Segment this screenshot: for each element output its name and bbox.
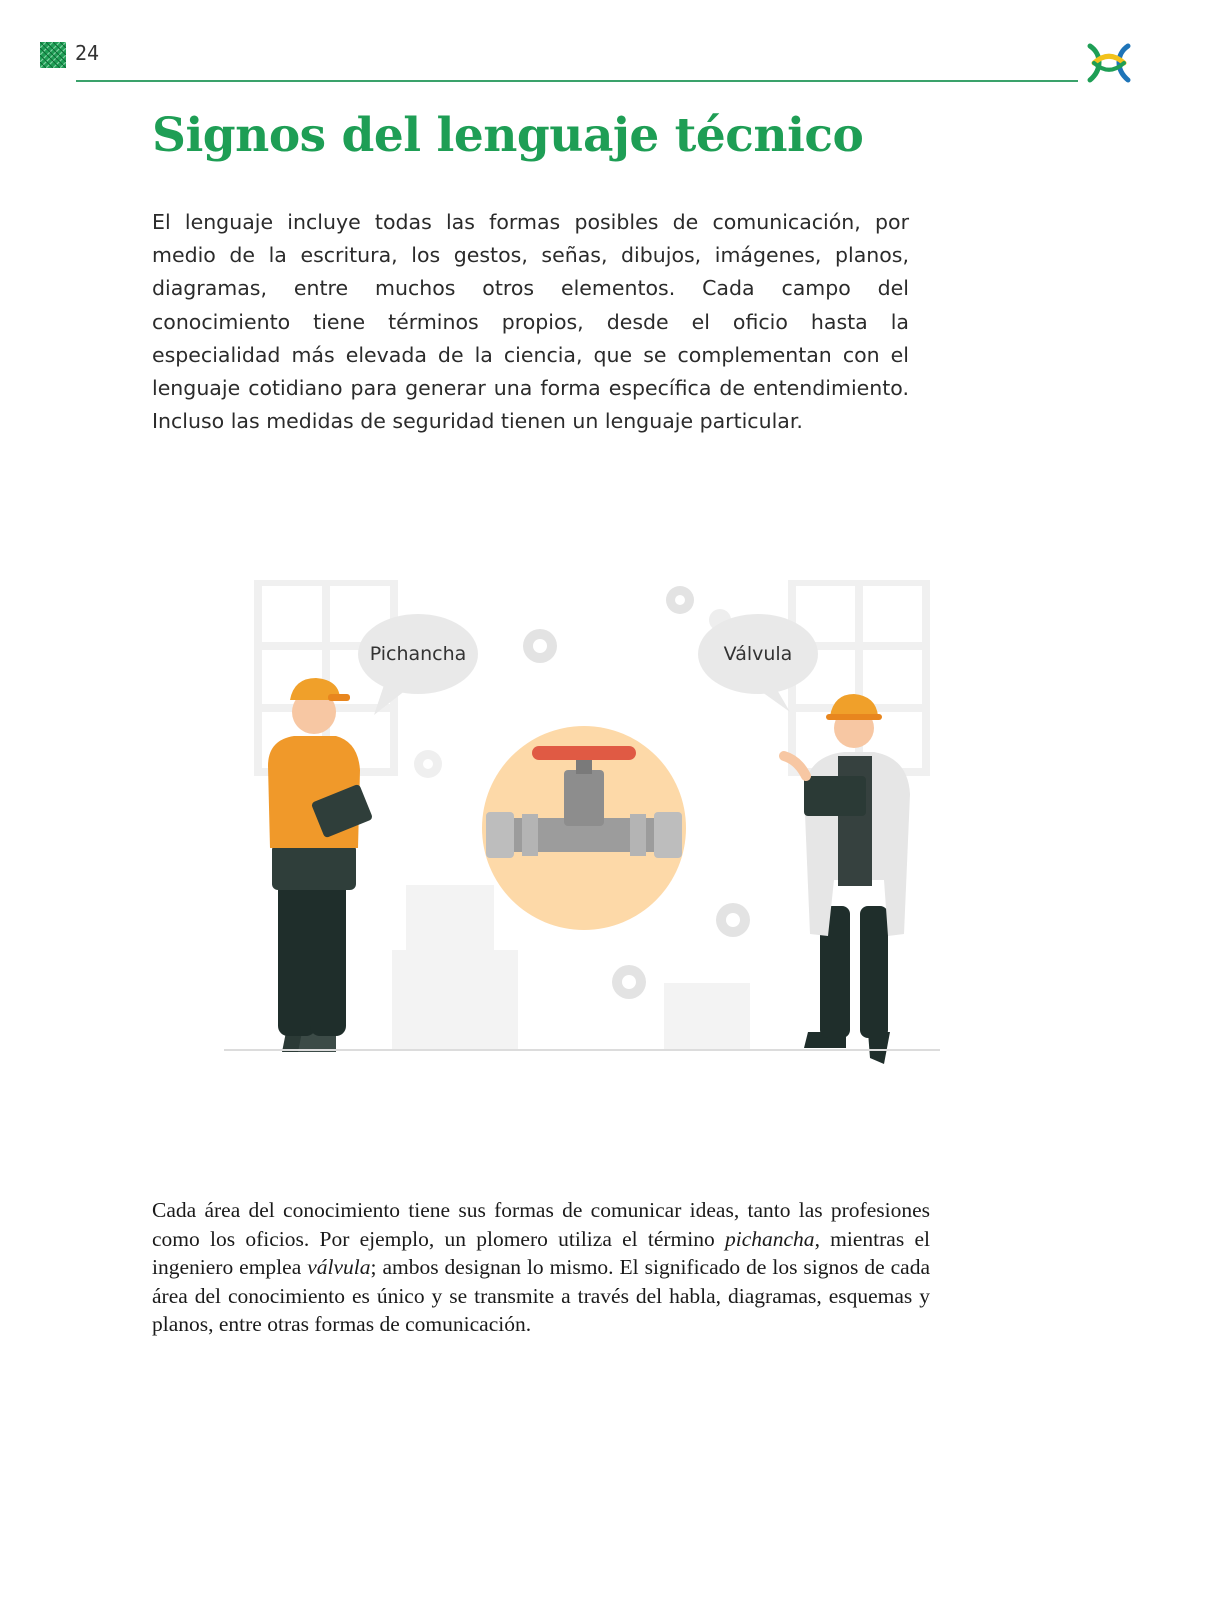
- page-number: 24: [75, 41, 100, 65]
- body-text-part-3: ; ambos designan lo mismo. El significado de los signos de cada área del conocimiento es único y se transmite a través del habla, diagramas, esquemas y planos, entre otras formas de comunicación.: [152, 1255, 930, 1337]
- page-title: Signos del lenguaje técnico: [152, 108, 864, 163]
- engineer-figure: [784, 694, 910, 1064]
- header-rule: [76, 80, 1078, 82]
- plumber-figure: [268, 678, 373, 1052]
- bubble-label-valvula: Válvula: [723, 643, 793, 665]
- body-text-part-1: Cada área del conocimiento tiene sus formas de comunicar ideas, tanto las profesiones como los oficios. Por ejemplo, un plomero utiliza el término: [152, 1198, 930, 1251]
- speech-bubble-left: [358, 614, 478, 715]
- term-pichancha: pichancha: [725, 1226, 815, 1251]
- speech-bubble-right: [698, 614, 818, 712]
- body-text-part-2: , mientras el ingeniero emplea: [152, 1226, 930, 1280]
- body-paragraph: [152, 1196, 930, 1339]
- valve-icon: [482, 726, 686, 930]
- bubble-label-pichancha: Pichancha: [369, 643, 467, 665]
- intro-paragraph: El lenguaje incluye todas las formas posibles de comunicación, por medio de la escritura, los gestos, señas, dibujos, imágenes, planos, diagramas, entre muchos otros elementos. Cada campo del conocimiento tiene términos propios, desde el oficio hasta la especialidad más elevada de la ciencia, que se complementan con el lenguaje cotidiano para generar una forma específica de entendimiento. Incluso las medidas de seguridad tienen un lenguaje particular.: [152, 210, 909, 434]
- page-corner-pattern-icon: [40, 42, 66, 68]
- plumber-engineer-illustration: [224, 580, 964, 1090]
- term-valvula: válvula: [307, 1255, 371, 1280]
- brand-logo-icon: [1084, 40, 1134, 86]
